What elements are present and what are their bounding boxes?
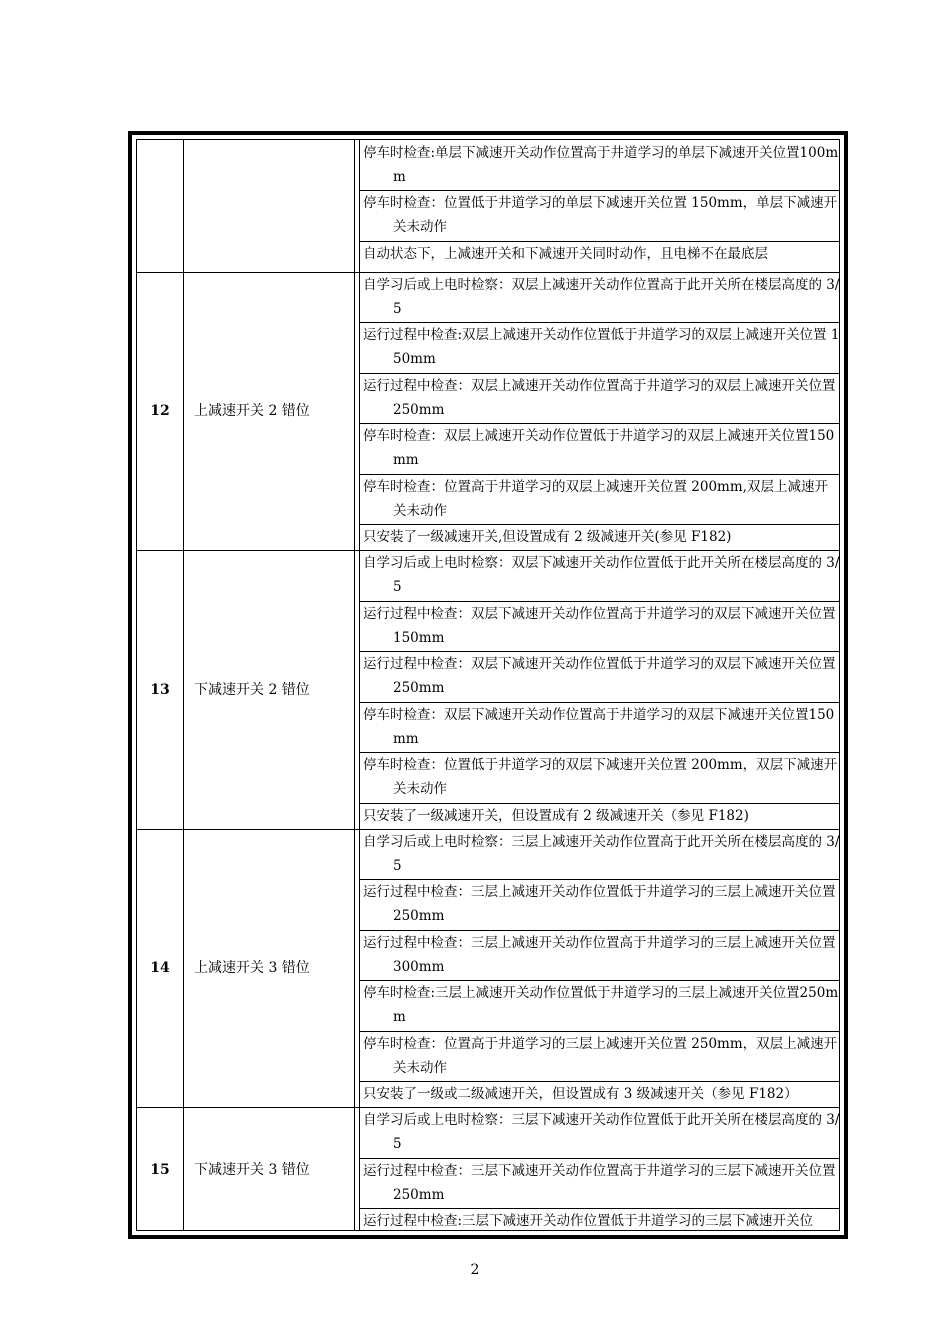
condition-cell: 停车时检查：双层下减速开关动作位置高于井道学习的双层下减速开关位置150mm <box>363 707 835 747</box>
condition-cell: 只安装了一级减速开关，但设置成有 2 级减速开关（参见 F182) <box>363 808 749 824</box>
condition-cell: 运行过程中检查：双层下减速开关动作位置高于井道学习的双层下减速开关位置 150mm <box>363 606 836 646</box>
condition-cell: 自学习后或上电时检察：三层上减速开关动作位置高于此开关所在楼层高度的 3/5 <box>363 834 840 874</box>
condition-cell: 停车时检查:三层上减速开关动作位置低于井道学习的三层上减速开关位置250mm <box>363 985 839 1025</box>
condition-cell: 运行过程中检查：三层下减速开关动作位置高于井道学习的三层下减速开关位置 250mm <box>363 1163 836 1203</box>
fault-name: 下减速开关 2 错位 <box>194 681 310 698</box>
fault-number: 15 <box>150 1161 170 1178</box>
condition-cell: 只安装了一级减速开关,但设置成有 2 级减速开关(参见 F182) <box>363 529 732 545</box>
fault-table-grid <box>136 139 840 1231</box>
condition-cell: 停车时检查：位置高于井道学习的三层上减速开关位置 250mm，双层上减速开关未动作 <box>363 1036 838 1076</box>
column-divider <box>354 140 355 1230</box>
condition-cell: 运行过程中检查：三层上减速开关动作位置低于井道学习的三层上减速开关位置 250mm <box>363 884 836 924</box>
condition-cell: 运行过程中检查:三层下减速开关动作位置低于井道学习的三层下减速开关位 <box>363 1213 814 1229</box>
condition-cell: 自学习后或上电时检察：三层下减速开关动作位置低于此开关所在楼层高度的 3/5 <box>363 1112 840 1152</box>
fault-name: 上减速开关 2 错位 <box>194 403 310 419</box>
condition-cell: 停车时检查：位置低于井道学习的单层下减速开关位置 150mm，单层下减速开关未动作 <box>363 195 838 235</box>
condition-cell: 停车时检查：位置低于井道学习的双层下减速开关位置 200mm，双层下减速开关未动作 <box>363 757 838 797</box>
fault-name: 上减速开关 3 错位 <box>194 960 310 976</box>
condition-cell: 运行过程中检查:双层上减速开关动作位置低于井道学习的双层上减速开关位置 150mm <box>363 327 840 367</box>
fault-number: 13 <box>150 681 170 698</box>
condition-cell: 自学习后或上电时检察：双层上减速开关动作位置高于此开关所在楼层高度的 3/5 <box>363 277 840 317</box>
condition-cell: 停车时检查：位置高于井道学习的双层上减速开关位置 200mm,双层上减速开关未动作 <box>363 479 828 519</box>
fault-number: 12 <box>150 403 170 419</box>
fault-name: 下减速开关 3 错位 <box>194 1161 310 1178</box>
condition-cell: 自学习后或上电时检察：双层下减速开关动作位置低于此开关所在楼层高度的 3/5 <box>363 555 840 595</box>
page-number: 2 <box>470 1262 480 1278</box>
condition-cell: 只安装了一级或二级减速开关，但设置成有 3 级减速开关（参见 F182） <box>363 1086 798 1102</box>
condition-cell: 运行过程中检查：双层下减速开关动作位置低于井道学习的双层下减速开关位置 250mm <box>363 656 836 696</box>
condition-cell: 停车时检查:单层下减速开关动作位置高于井道学习的单层下减速开关位置100mm <box>363 145 839 185</box>
condition-cell: 自动状态下，上减速开关和下减速开关同时动作，且电梯不在最底层 <box>363 246 768 262</box>
fault-number: 14 <box>150 960 170 976</box>
condition-cell: 运行过程中检查：双层上减速开关动作位置高于井道学习的双层上减速开关位置 250mm <box>363 378 836 418</box>
condition-cell: 运行过程中检查：三层上减速开关动作位置高于井道学习的三层上减速开关位置 300mm <box>363 935 836 975</box>
fault-table <box>128 131 848 1239</box>
condition-cell: 停车时检查：双层上减速开关动作位置低于井道学习的双层上减速开关位置150mm <box>363 428 835 468</box>
